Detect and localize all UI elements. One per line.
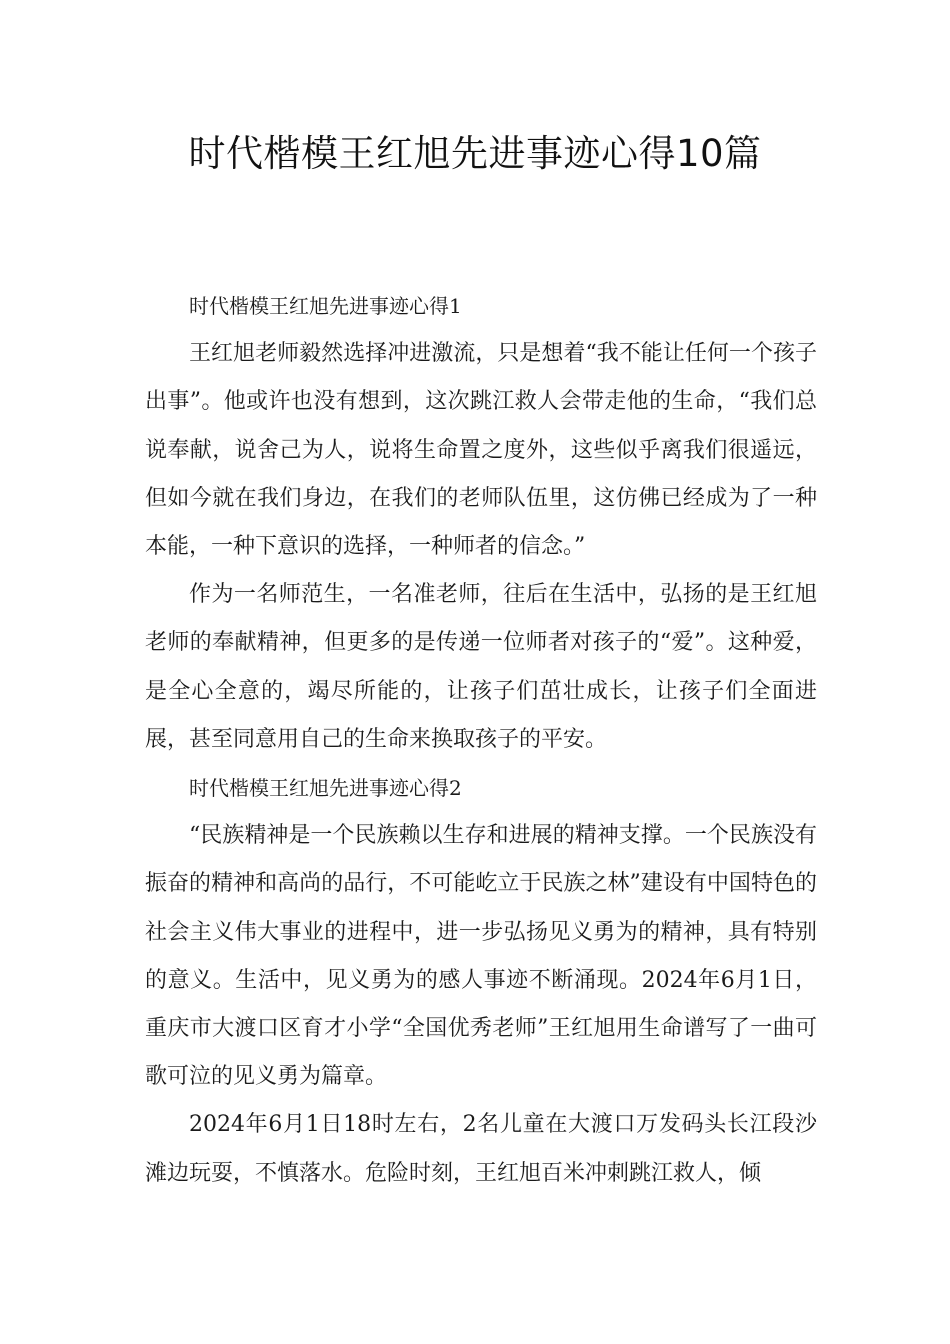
- paragraph: “民族精神是一个民族赖以生存和进展的精神支撑。一个民族没有振奋的精神和高尚的品行，不可能屹立于民族之林”建设有中国特色的社会主义伟大事业的进程中，进一步弘扬见义勇为的精神，具有特别的意义。生活中，见义勇为的感人事迹不断涌现。2024年6月1日，重庆市大渡口区育才小学“全国优秀老师”王红旭用生命谱写了一曲可歌可泣的见义勇为篇章。: [145, 823, 818, 1090]
- document-body: [145, 282, 817, 1198]
- section-heading-1: 时代楷模王红旭先进事迹心得1: [189, 294, 462, 318]
- paragraph: 2024年6月1日18时左右，2名儿童在大渡口万发码头长江段沙滩边玩耍，不慎落水。危险时刻，王红旭百米冲刺跳江救人，倾: [145, 1112, 817, 1186]
- paragraph: 作为一名师范生，一名准老师，往后在生活中，弘扬的是王红旭老师的奉献精神，但更多的是传递一位师者对孩子的“爱”。这种爱，是全心全意的，竭尽所能的，让孩子们茁壮成长，让孩子们全面进展，甚至同意用自己的生命来换取孩子的平安。: [145, 582, 817, 752]
- paragraph: 王红旭老师毅然选择冲进激流，只是想着“我不能让任何一个孩子出事”。他或许也没有想到，这次跳江救人会带走他的生命，“我们总说奉献，说舍己为人，说将生命置之度外，这些似乎离我们很遥远，但如今就在我们身边，在我们的老师队伍里，这仿佛已经成为了一种本能，一种下意识的选择，一种师者的信念。”: [145, 341, 817, 560]
- section-heading-2: 时代楷模王红旭先进事迹心得2: [189, 776, 462, 801]
- document-title: 时代楷模王红旭先进事迹心得10篇: [188, 132, 762, 175]
